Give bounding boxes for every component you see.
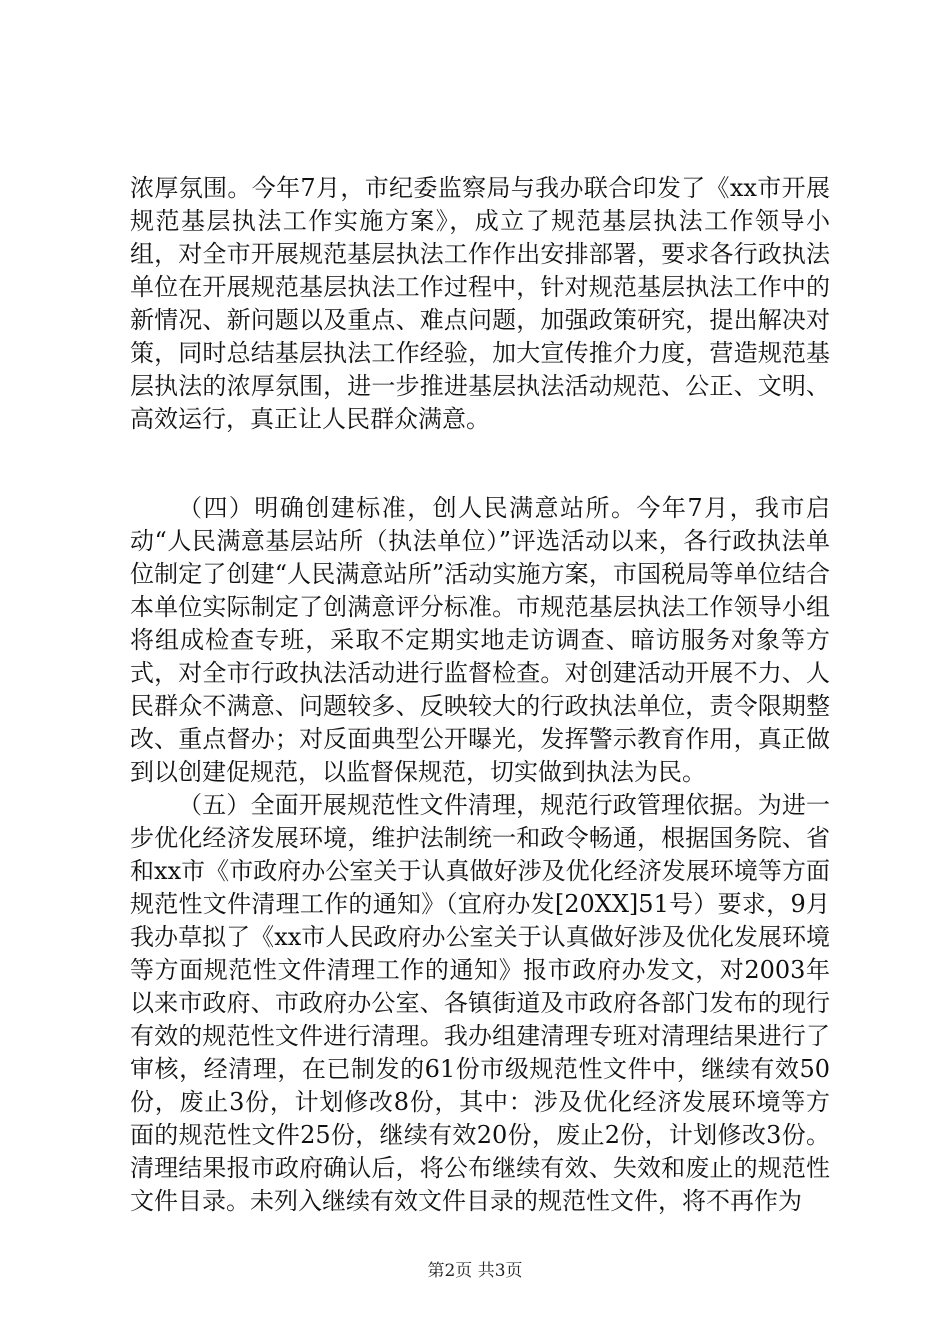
document-body: [130, 172, 830, 1218]
paragraph-section-4: （四）明确创建标准，创人民满意站所。今年7月，我市启动“人民满意基层站所（执法单位）”评选活动以来，各行政执法单位制定了创建“人民满意站所”活动实施方案，市国税局等单位结合本单位实际制定了创满意评分标准。市规范基层执法工作领导小组将组成检查专班，采取不定期实地走访调查、暗访服务对象等方式，对全市行政执法活动进行监督检查。对创建活动开展不力、人民群众不满意、问题较多、反映较大的行政执法单位，责令限期整改、重点督办；对反面典型公开曝光，发挥警示教育作用，真正做到以创建促规范，以监督保规范，切实做到执法为民。: [130, 494, 830, 786]
page-footer: 第2页 共3页: [427, 1261, 523, 1281]
paragraph-continuation: 浓厚氛围。今年7月，市纪委监察局与我办联合印发了《xx市开展规范基层执法工作实施方案》，成立了规范基层执法工作领导小组，对全市开展规范基层执法工作作出安排部署，要求各行政执法单位在开展规范基层执法工作过程中，针对规范基层执法工作中的新情况、新问题以及重点、难点问题，加强政策研究，提出解决对策，同时总结基层执法工作经验，加大宣传推介力度，营造规范基层执法的浓厚氛围，进一步推进基层执法活动规范、公正、文明、高效运行，真正让人民群众满意。: [130, 174, 830, 433]
paragraph-gap: [130, 436, 830, 492]
paragraph-section-5: （五）全面开展规范性文件清理，规范行政管理依据。为进一步优化经济发展环境，维护法制统一和政令畅通，根据国务院、省和xx市《市政府办公室关于认真做好涉及优化经济发展环境等方面规范性文件清理工作的通知》（宜府办发[20XX]51号）要求，9月我办草拟了《xx市人民政府办公室关于认真做好涉及优化发展环境等方面规范性文件清理工作的通知》报市政府办发文，对2003年以来市政府、市政府办公室、各镇街道及市政府各部门发布的现行有效的规范性文件进行清理。我办组建清理专班对清理结果进行了审核，经清理，在已制发的61份市级规范性文件中，继续有效50份，废止3份，计划修改8份，其中：涉及优化经济发展环境等方面的规范性文件25份，继续有效20份，废止2份，计划修改3份。清理结果报市政府确认后，将公布继续有效、失效和废止的规范性文件目录。未列入继续有效文件目录的规范性文件，将不再作为: [130, 791, 830, 1215]
